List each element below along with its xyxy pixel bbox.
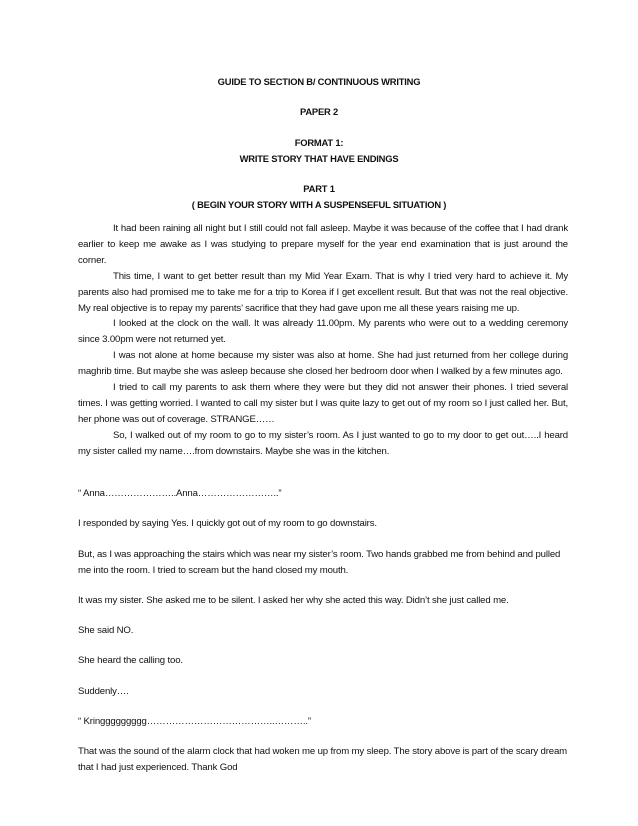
story-sentence: That was the sound of the alarm clock that had woken me up from my sleep. The story above is part of the scary dream that I had just experienced. Thank God <box>78 746 568 773</box>
story-sentence: But, as I was approaching the stairs which was near my sister’s room. Two hands grabbed me from behind and pulled me into the room. I tried to scream but the hand closed my mouth. <box>78 549 561 576</box>
story-line <box>78 623 578 639</box>
paper-title: PAPER 2 <box>299 106 339 117</box>
story-line <box>78 653 578 669</box>
begin-instruction: ( BEGIN YOUR STORY WITH A SUSPENSEFUL SITUATION ) <box>191 199 447 210</box>
story-line <box>78 486 578 502</box>
story-paragraph: I was not alone at home because my sister was also at home. She had just returned from her college during maghrib time. But maybe she was asleep because she closed her bedroom door when I walked by a few minutes ago. <box>78 350 568 378</box>
guide-title: GUIDE TO SECTION B/ CONTINUOUS WRITING <box>217 76 421 87</box>
story-line <box>78 547 568 579</box>
format-title: FORMAT 1: <box>294 137 344 148</box>
story-sentence: It was my sister. She asked me to be silent. I asked her why she acted this way. Didn’t she just called me. <box>78 595 509 606</box>
story-paragraph: So, I walked out of my room to go to my sister’s room. As I just wanted to go to my door to get out…..I heard my sister called my name….from downstairs. Maybe she was in the kitchen. <box>78 429 568 457</box>
story-line <box>78 744 568 776</box>
story-paragraph: I looked at the clock on the wall. It was already 11.00pm. My parents who were out to a wedding ceremony since 3.00pm were not returned yet. <box>78 318 568 346</box>
quote-kring: “ Kringgggggggg…………………………………..………..” <box>78 716 311 727</box>
story-body <box>78 221 568 460</box>
story-sentence: Suddenly…. <box>78 686 129 697</box>
story-sentence: She heard the calling too. <box>78 655 183 666</box>
story-sentence: She said NO. <box>78 625 134 636</box>
quote-anna: “ Anna…………………..Anna……………………..” <box>78 488 282 499</box>
story-line <box>78 516 578 532</box>
story-line <box>78 593 583 609</box>
part-title: PART 1 <box>303 183 335 194</box>
story-paragraph: I tried to call my parents to ask them where they were but they did not answer their phones. I tried several times. I was getting worried. I wanted to call my sister but I was quite lazy to get out of my room so I just called her. But, her phone was out of coverage. STRANGE…… <box>78 382 568 425</box>
story-paragraph: It had been raining all night but I still could not fall asleep. Maybe it was because of the coffee that I had drank earlier to keep me awake as I was studying to prepare myself for the year end examination that is just around the corner. <box>78 223 568 266</box>
story-paragraph: This time, I want to get better result than my Mid Year Exam. That is why I tried very hard to achieve it. My parents also had promised me to take me for a trip to Korea if I get excellent result. But that was not the real objective. My real objective is to repay my parents’ sacrifice that they had gave upon me all these years raising me up. <box>78 270 568 314</box>
story-sentence: I responded by saying Yes. I quickly got out of my room to go downstairs. <box>78 518 377 529</box>
story-line <box>78 714 578 730</box>
write-title: WRITE STORY THAT HAVE ENDINGS <box>239 153 399 164</box>
story-line <box>78 684 578 700</box>
